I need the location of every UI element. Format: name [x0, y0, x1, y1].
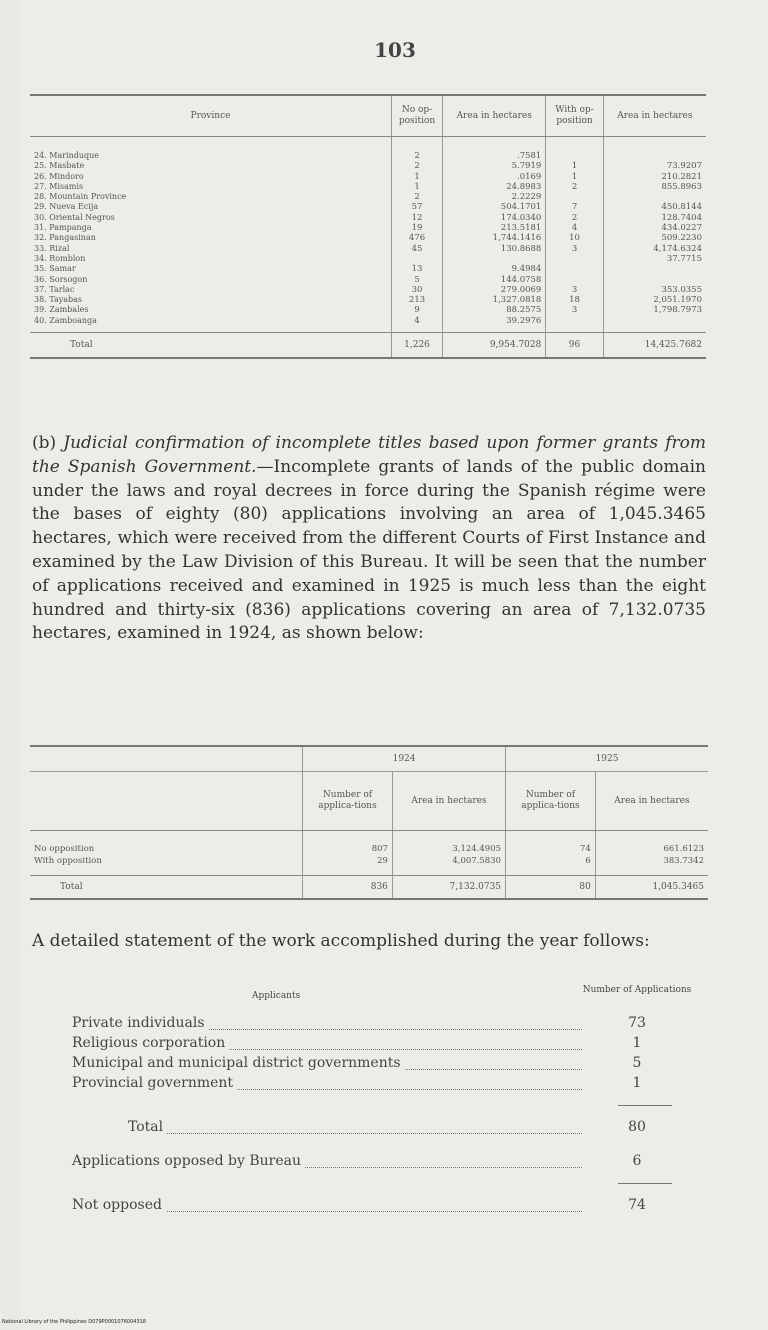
statement-total-row [128, 1119, 692, 1139]
statement-row [72, 1015, 692, 1035]
difference-rule [618, 1183, 672, 1184]
cell-with-opposition: 3 [546, 244, 603, 254]
table-row [30, 285, 706, 295]
comparison-total-2: 7,132.0735 [392, 876, 505, 900]
cell-no-opposition: 30 [391, 285, 442, 295]
cell-no-opposition: 45 [391, 244, 442, 254]
cell-province: 33. Rizal [34, 243, 70, 253]
comparison-total-row [30, 876, 708, 900]
cell-province: 34. Romblon [34, 253, 86, 263]
header-area-1: Area in hectares [443, 95, 546, 137]
cell-area-with-opposition [603, 316, 706, 333]
table-row [30, 855, 708, 876]
section-title: Judicial confirmation of incomplete titles based upon former grants from the Spanish Government. [32, 433, 706, 477]
cell-with-opposition: 3 [546, 285, 603, 295]
table-row [30, 254, 706, 264]
row-value: 383.7342 [595, 855, 708, 876]
judicial-confirmation-paragraph [32, 432, 706, 646]
table-row [30, 305, 706, 315]
applicant-label: Religious corporation [72, 1035, 229, 1051]
cell-province: 30. Oriental Negros [34, 212, 115, 222]
total-area-1: 9,954.7028 [443, 333, 546, 359]
rule-spacer-1 [72, 1095, 692, 1119]
cell-area-with-opposition: 2,051.1970 [603, 295, 706, 305]
applicants-statement [72, 985, 692, 1217]
cell-no-opposition: 2 [391, 137, 442, 162]
table-row [30, 213, 706, 223]
row-value: 4,007.5830 [392, 855, 505, 876]
cell-province: 28. Mountain Province [34, 192, 127, 202]
sum-rule [618, 1105, 672, 1106]
row-value: 29 [303, 855, 393, 876]
cell-province: 39. Zambales [34, 305, 89, 315]
leader-dots [128, 1133, 582, 1134]
cell-area-with-opposition: 128.7404 [603, 213, 706, 223]
cell-with-opposition [546, 254, 603, 264]
cell-area-no-opposition: 504.1701 [443, 202, 546, 212]
statement-not-opposed-label: Not opposed [72, 1197, 166, 1213]
header-area-2: Area in hectares [603, 95, 706, 137]
subheader-area-1925: Area in hectares [595, 772, 708, 831]
page-number: 103 [374, 38, 416, 62]
applicant-count: 1 [632, 1075, 642, 1091]
cell-area-no-opposition: 174.0340 [443, 213, 546, 223]
cell-area-no-opposition: 9.4984 [443, 264, 546, 274]
table-row [30, 233, 706, 243]
cell-province: 24. Marinduque [34, 151, 100, 160]
cell-area-with-opposition: 210.2821 [603, 172, 706, 182]
applicant-count: 73 [628, 1015, 646, 1031]
table-row [30, 244, 706, 254]
comparison-total-1: 836 [303, 876, 393, 900]
cell-with-opposition [546, 137, 603, 162]
cell-area-no-opposition [443, 254, 546, 264]
table-row [30, 264, 706, 274]
table-total-row [30, 333, 706, 359]
statement-not-opposed-value: 74 [628, 1197, 646, 1213]
statement-opposed-label: Applications opposed by Bureau [72, 1153, 305, 1169]
year-header-row [30, 746, 708, 772]
table-header-row [30, 95, 706, 137]
statement-row [72, 1075, 692, 1095]
cell-no-opposition: 19 [391, 223, 442, 233]
row-value: 74 [506, 831, 596, 856]
cell-with-opposition: 3 [546, 305, 603, 315]
cell-area-no-opposition: 279.0069 [443, 285, 546, 295]
province-applications-table [30, 94, 706, 359]
header-applicants: Applicants [252, 991, 301, 1001]
cell-with-opposition: 2 [546, 182, 603, 192]
total-with-opposition: 96 [546, 333, 603, 359]
cell-no-opposition: 13 [391, 264, 442, 274]
comparison-total-3: 80 [506, 876, 596, 900]
cell-with-opposition: 2 [546, 213, 603, 223]
statement-total-value: 80 [628, 1119, 646, 1135]
comparison-body [30, 831, 708, 876]
section-label: (b) [32, 433, 57, 453]
applicant-count: 1 [632, 1035, 642, 1051]
cell-no-opposition: 2 [391, 161, 442, 171]
cell-area-no-opposition: 213.5181 [443, 223, 546, 233]
cell-no-opposition: 2 [391, 192, 442, 202]
header-with-opposition: With op-position [546, 95, 603, 137]
cell-with-opposition [546, 264, 603, 274]
cell-with-opposition: 18 [546, 295, 603, 305]
total-label: Total [30, 333, 391, 359]
subheader-row [30, 772, 708, 831]
cell-province: 31. Pampanga [34, 223, 92, 233]
subheader-number-1925: Number of applica-tions [506, 772, 596, 831]
cell-province: 32. Pangasinan [34, 233, 96, 243]
cell-area-no-opposition: 39.2976 [443, 316, 546, 333]
header-year-1924: 1924 [303, 746, 506, 772]
table-row [30, 172, 706, 182]
applicant-label: Provincial government [72, 1075, 237, 1091]
cell-province: 29. Nueva Ecija [34, 202, 99, 212]
table-body [30, 137, 706, 333]
cell-province: 37. Tarlac [34, 284, 75, 294]
cell-no-opposition [391, 254, 442, 264]
cell-area-no-opposition: 144.0758 [443, 275, 546, 285]
statement-opposed-value: 6 [632, 1153, 642, 1169]
cell-province: 27. Misamis [34, 181, 84, 191]
row-value: 6 [506, 855, 596, 876]
comparison-total-4: 1,045.3465 [595, 876, 708, 900]
cell-no-opposition: 213 [391, 295, 442, 305]
table-row [30, 161, 706, 171]
cell-no-opposition: 9 [391, 305, 442, 315]
cell-area-no-opposition: 1,327.0818 [443, 295, 546, 305]
statement-row [72, 1055, 692, 1075]
cell-with-opposition: 10 [546, 233, 603, 243]
cell-no-opposition: 4 [391, 316, 442, 333]
cell-province: 25. Masbate [34, 161, 85, 171]
row-label: No opposition [34, 843, 95, 854]
cell-with-opposition [546, 192, 603, 202]
cell-province: 36. Sorsogon [34, 274, 88, 284]
applicant-label: Private individuals [72, 1015, 209, 1031]
cell-no-opposition: 1 [391, 172, 442, 182]
cell-area-with-opposition: 434.0227 [603, 223, 706, 233]
comparison-total-label: Total [30, 876, 303, 900]
total-area-2: 14,425.7682 [603, 333, 706, 359]
cell-area-no-opposition: 1,744.1416 [443, 233, 546, 243]
blank-header [30, 746, 303, 772]
cell-area-no-opposition: .7581 [443, 137, 546, 162]
row-value: 3,124.4905 [392, 831, 505, 856]
cell-province: 38. Tayabas [34, 295, 83, 305]
cell-area-no-opposition: 2.2229 [443, 192, 546, 202]
table-row [30, 202, 706, 212]
table-row [30, 223, 706, 233]
cell-area-with-opposition [603, 275, 706, 285]
header-province: Province [30, 95, 391, 137]
row-value: 661.6123 [595, 831, 708, 856]
table-row [30, 275, 706, 285]
header-year-1925: 1925 [506, 746, 708, 772]
cell-with-opposition [546, 316, 603, 333]
cell-no-opposition: 476 [391, 233, 442, 243]
statement-row [72, 1035, 692, 1055]
cell-with-opposition: 1 [546, 161, 603, 171]
cell-with-opposition [546, 275, 603, 285]
cell-province: 35. Samar [34, 264, 76, 274]
table-row [30, 316, 706, 333]
cell-no-opposition: 57 [391, 202, 442, 212]
total-no-opposition: 1,226 [391, 333, 442, 359]
cell-no-opposition: 12 [391, 213, 442, 223]
cell-no-opposition: 1 [391, 182, 442, 192]
table-row [30, 192, 706, 202]
header-number-of-applications: Number of Applications [582, 985, 692, 995]
cell-area-with-opposition: 509.2230 [603, 233, 706, 243]
document-page [22, 0, 768, 1330]
statement-total-label: Total [128, 1119, 167, 1135]
cell-area-with-opposition: 1,798.7973 [603, 305, 706, 315]
cell-area-no-opposition: 130.8688 [443, 244, 546, 254]
cell-area-with-opposition: 4,174.6324 [603, 244, 706, 254]
archive-footer: National Library of the Philippines D079P0001076004318 [2, 1319, 146, 1325]
table-row [30, 831, 708, 856]
paragraph-text: —Incomplete grants of lands of the public domain under the laws and royal decrees in force during the Spanish régime were the bases of eighty (80) applications involving an area of 1,045.3465 hectares, which were received from the different Courts of First Instance and examined by the Law Division of this Bureau. It will be seen that the number of applications received and examined in 1925 is much less than the eight hundred and thirty-six (836) applications covering an area of 7,132.0735 hectares, examined in 1924, as shown below: [32, 456, 706, 644]
applicant-count: 5 [632, 1055, 642, 1071]
cell-area-with-opposition [603, 137, 706, 162]
table-row [30, 137, 706, 162]
cell-with-opposition: 1 [546, 172, 603, 182]
cell-area-no-opposition: 24.8983 [443, 182, 546, 192]
table-row [30, 182, 706, 192]
cell-area-with-opposition: 73.9207 [603, 161, 706, 171]
blank-subheader [30, 772, 303, 831]
spacer [72, 1139, 692, 1153]
cell-area-no-opposition: .0169 [443, 172, 546, 182]
cell-area-no-opposition: 5.7919 [443, 161, 546, 171]
cell-area-with-opposition: 450.8144 [603, 202, 706, 212]
header-no-opposition: No op-position [391, 95, 442, 137]
statement-header [72, 985, 692, 1015]
cell-province: 26. Mindoro [34, 171, 84, 181]
applicant-label: Municipal and municipal district governments [72, 1055, 405, 1071]
cell-with-opposition: 7 [546, 202, 603, 212]
cell-area-no-opposition: 88.2575 [443, 305, 546, 315]
cell-area-with-opposition [603, 264, 706, 274]
cell-area-with-opposition: 37.7715 [603, 254, 706, 264]
cell-area-with-opposition [603, 192, 706, 202]
cell-with-opposition: 4 [546, 223, 603, 233]
row-label: With opposition [34, 855, 102, 866]
cell-area-with-opposition: 855.8963 [603, 182, 706, 192]
rule-spacer-2 [72, 1173, 692, 1197]
row-value: 807 [303, 831, 393, 856]
subheader-area-1924: Area in hectares [392, 772, 505, 831]
subheader-number-1924: Number of applica-tions [303, 772, 393, 831]
statement-opposed-row [72, 1153, 692, 1173]
year-comparison-table [30, 745, 708, 900]
cell-no-opposition: 5 [391, 275, 442, 285]
statement-intro: A detailed statement of the work accomplished during the year follows: [32, 931, 650, 951]
statement-rows [72, 1015, 692, 1095]
cell-province: 40. Zamboanga [34, 315, 97, 325]
table-row [30, 295, 706, 305]
cell-area-with-opposition: 353.0355 [603, 285, 706, 295]
statement-not-opposed-row [72, 1197, 692, 1217]
